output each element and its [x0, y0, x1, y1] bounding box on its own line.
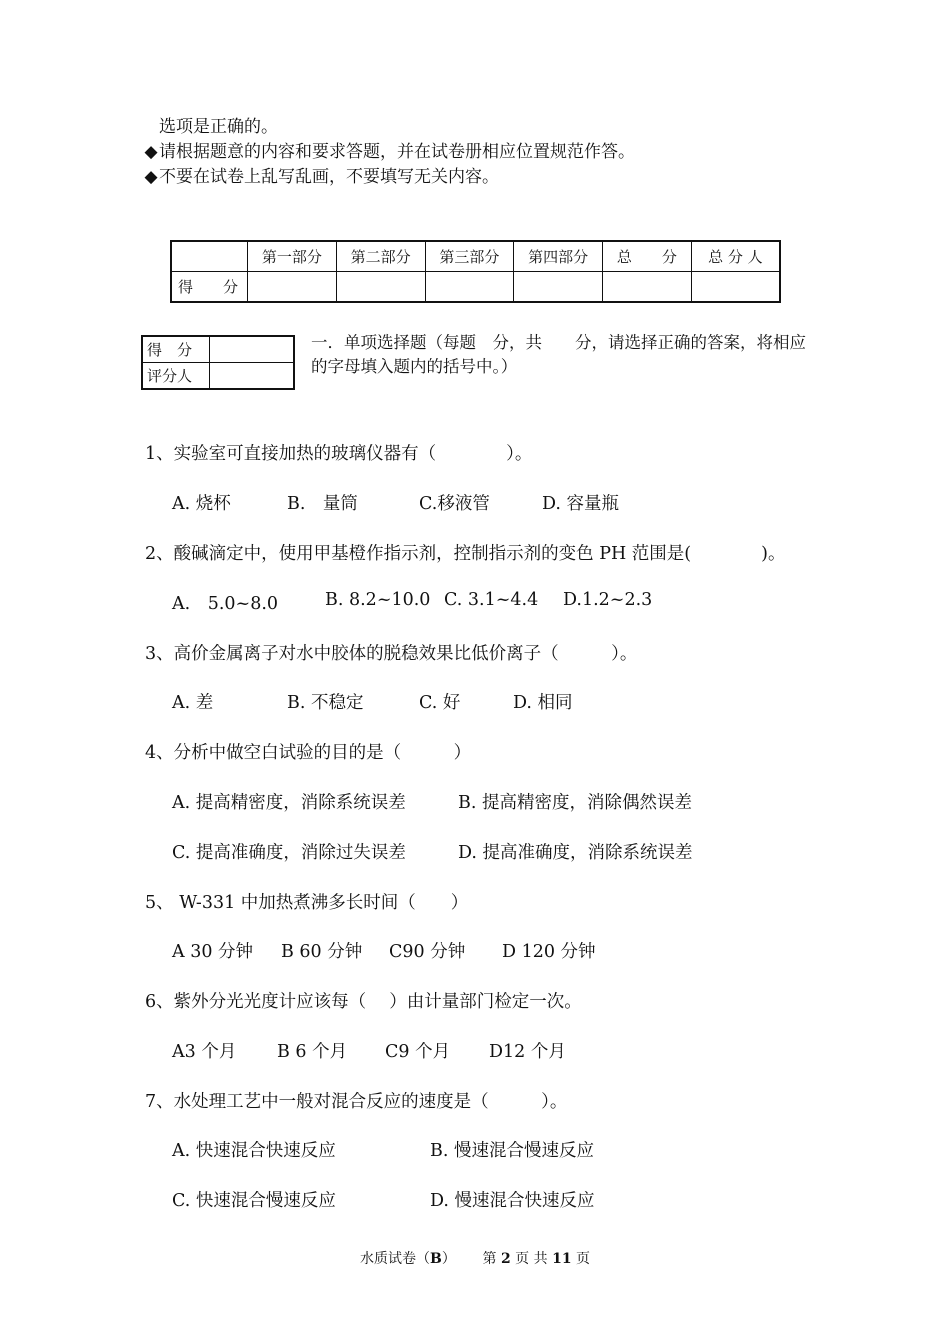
score-cell[interactable] — [514, 272, 603, 303]
score-cell[interactable] — [248, 272, 337, 303]
score-table-header-row — [171, 241, 780, 272]
option[interactable]: C. 3.1~4.4 — [444, 590, 539, 610]
score-table-header-cell: 总 分 人 — [691, 241, 780, 272]
question-1-stem: 1、实验室可直接加热的玻璃仪器有（ ）。 — [145, 444, 533, 464]
option[interactable]: C. 快速混合慢速反应 — [172, 1191, 336, 1211]
bullet-icon: ◆ — [144, 142, 158, 162]
option[interactable]: A. 5.0~8.0 — [172, 594, 279, 614]
option[interactable]: D. 相同 — [513, 693, 573, 713]
option[interactable]: D. 慢速混合快速反应 — [430, 1191, 595, 1211]
option[interactable]: A. 提高精密度，消除系统误差 — [172, 793, 406, 813]
grader-box — [141, 335, 295, 390]
note-line-1: 选项是正确的。 — [159, 117, 278, 137]
score-table — [170, 240, 781, 303]
option[interactable]: A. 烧杯 — [172, 494, 231, 514]
option[interactable]: C. 好 — [419, 693, 461, 713]
score-cell[interactable] — [691, 272, 780, 303]
score-table-header-cell: 第三部分 — [425, 241, 514, 272]
score-row-label: 得 分 — [171, 272, 248, 303]
option[interactable]: C. 提高准确度，消除过失误差 — [172, 843, 406, 863]
score-table-header-cell — [171, 241, 248, 272]
option[interactable]: B. 不稳定 — [287, 693, 364, 713]
score-table-header-cell: 第二部分 — [336, 241, 425, 272]
grader-score-cell[interactable] — [210, 336, 295, 363]
grader-score-label: 得 分 — [142, 336, 210, 363]
option[interactable]: D. 容量瓶 — [542, 494, 620, 514]
question-6-stem: 6、紫外分光光度计应该每（ ）由计量部门检定一次。 — [145, 992, 582, 1012]
option[interactable]: A3 个月 — [172, 1042, 237, 1062]
option[interactable]: C.移液管 — [419, 494, 490, 514]
score-table-header-cell: 总 分 — [603, 241, 692, 272]
option[interactable]: C90 分钟 — [389, 942, 466, 962]
page-total: 11 — [552, 1251, 572, 1267]
question-2-stem: 2、酸碱滴定中，使用甲基橙作指示剂，控制指示剂的变色 PH 范围是( )。 — [145, 544, 786, 564]
option[interactable]: D12 个月 — [489, 1042, 566, 1062]
option[interactable]: B. 量筒 — [287, 494, 358, 514]
grader-name-label: 评分人 — [142, 363, 210, 390]
note-line-3: ◆不要在试卷上乱写乱画，不要填写无关内容。 — [144, 167, 499, 187]
page-number: 2 — [500, 1251, 511, 1267]
option[interactable]: B. 慢速混合慢速反应 — [430, 1141, 594, 1161]
score-table-score-row — [171, 272, 780, 303]
bullet-icon: ◆ — [144, 167, 158, 187]
option[interactable]: D 120 分钟 — [502, 942, 596, 962]
question-5-stem: 5、 W-331 中加热煮沸多长时间（ ） — [145, 893, 469, 913]
option[interactable]: B 6 个月 — [277, 1042, 348, 1062]
grader-name-cell[interactable] — [210, 363, 295, 390]
option[interactable]: C9 个月 — [385, 1042, 451, 1062]
score-table-header-cell: 第四部分 — [514, 241, 603, 272]
note-line-2: ◆请根据题意的内容和要求答题，并在试卷册相应位置规范作答。 — [144, 142, 635, 162]
page-footer: 水质试卷（B） 第 2 页 共 11 页 — [359, 1251, 591, 1267]
score-cell[interactable] — [425, 272, 514, 303]
question-7-stem: 7、水处理工艺中一般对混合反应的速度是（ ）。 — [145, 1092, 568, 1112]
option[interactable]: D.1.2~2.3 — [563, 590, 653, 610]
score-cell[interactable] — [336, 272, 425, 303]
option[interactable]: A 30 分钟 — [172, 942, 254, 962]
score-table-header-cell: 第一部分 — [248, 241, 337, 272]
option[interactable]: B. 提高精密度，消除偶然误差 — [458, 793, 692, 813]
question-3-stem: 3、高价金属离子对水中胶体的脱稳效果比低价离子（ ）。 — [145, 644, 638, 664]
option[interactable]: A. 快速混合快速反应 — [172, 1141, 336, 1161]
option[interactable]: B 60 分钟 — [281, 942, 363, 962]
question-4-stem: 4、分析中做空白试验的目的是（ ） — [145, 743, 472, 763]
section-1-title: 一．单项选择题（每题 分，共 分，请选择正确的答案，将相应的字母填入题内的括号中。） — [311, 333, 806, 376]
score-cell[interactable] — [603, 272, 692, 303]
option[interactable]: D. 提高准确度，消除系统误差 — [458, 843, 693, 863]
option[interactable]: A. 差 — [172, 693, 214, 713]
option[interactable]: B. 8.2~10.0 — [325, 590, 431, 610]
